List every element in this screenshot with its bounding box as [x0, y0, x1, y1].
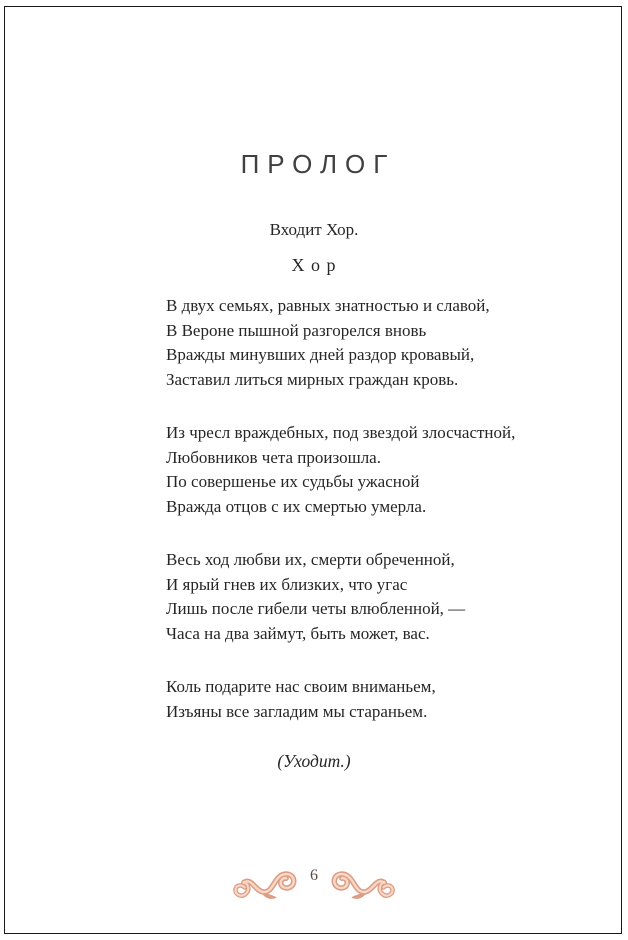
page-footer: [0, 857, 628, 905]
chapter-title: ПРОЛОГ: [240, 149, 396, 179]
verse-line: Коль подарите нас своим вниманьем,: [166, 677, 436, 696]
verse-line: Из чресл враждебных, под звездой злосчастной,: [166, 423, 516, 442]
verse-block: [166, 294, 515, 724]
stage-direction-exit: (Уходит.): [277, 751, 351, 771]
verse-line: Любовников чета произошла.: [166, 447, 381, 467]
verse-line: Лишь после гибели четы влюбленной, —: [166, 599, 466, 618]
verse-line: Часа на два займут, быть может, вас.: [166, 623, 430, 643]
stanza-2: [166, 421, 515, 519]
page-number: 6: [310, 867, 318, 884]
stanza-1: [166, 294, 515, 392]
speaker-name: Х о р: [291, 255, 337, 275]
stanza-3: [166, 548, 515, 646]
verse-line: В Вероне пышной разгорелся вновь: [166, 320, 427, 340]
verse-line: По совершенье их судьбы ужасной: [166, 472, 420, 491]
verse-line: В двух семьях, равных знатностью и славой,: [166, 296, 490, 315]
verse-line: И ярый гнев их близких, что угас: [166, 574, 408, 594]
scroll-flourish-right-icon: [329, 860, 399, 902]
verse-line: Вражда отцов с их смертью умерла.: [166, 496, 427, 516]
verse-line: Заставил литься мирных граждан кровь.: [166, 369, 459, 389]
verse-line: Изъяны все загладим мы стараньем.: [166, 701, 428, 721]
stage-direction-enter: Входит Хор.: [269, 220, 359, 239]
scroll-flourish-left-icon: [229, 860, 299, 902]
verse-line: Вражды минувших дней раздор кровавый,: [166, 345, 475, 364]
stanza-4: [166, 675, 515, 724]
verse-line: Весь ход любви их, смерти обреченной,: [166, 550, 455, 569]
